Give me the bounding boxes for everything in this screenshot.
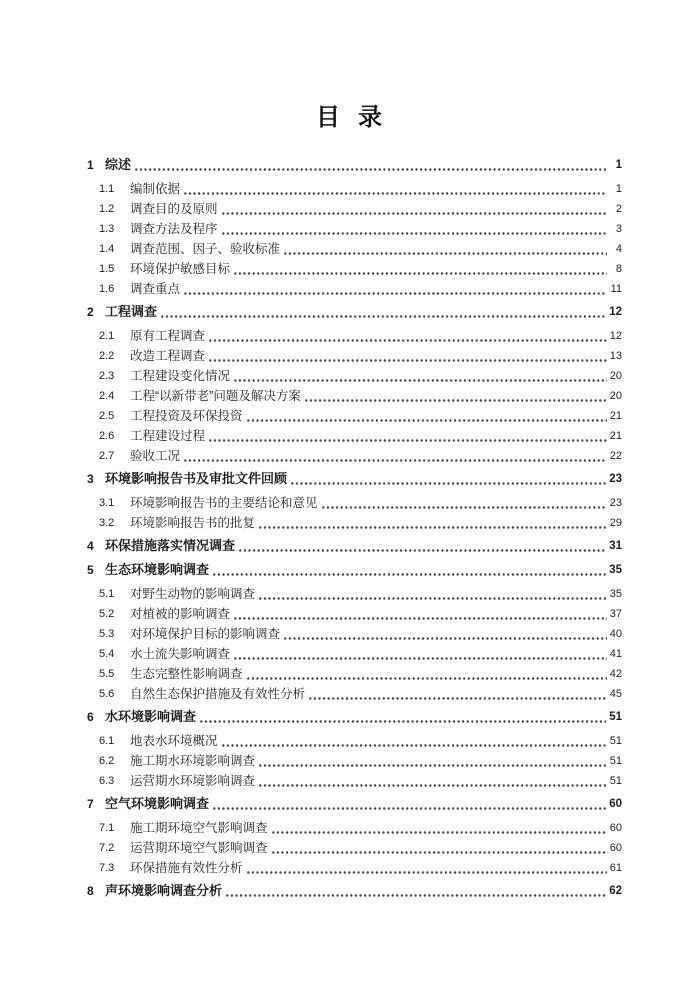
- toc-entry[interactable]: [0, 818, 700, 838]
- toc-entry-number: 6.1: [99, 735, 115, 747]
- toc-entry-page: 51: [609, 775, 622, 787]
- toc-entry-page: 23: [609, 497, 622, 509]
- toc-entry-page: 40: [609, 628, 622, 640]
- toc-entry-page: 29: [609, 517, 622, 529]
- toc-leader-dots: [199, 707, 606, 727]
- toc-entry[interactable]: [0, 219, 700, 239]
- toc-entry-page: 13: [609, 350, 622, 362]
- toc-entry-number: 5.3: [99, 628, 115, 640]
- toc-entry-label: 对环境保护目标的影响调查: [130, 627, 281, 641]
- toc-entry[interactable]: [0, 239, 700, 259]
- toc-entry-page: 21: [609, 410, 622, 422]
- toc-entry-label: 运营期环境空气影响调查: [130, 841, 268, 855]
- toc-entry-page: 62: [609, 885, 622, 897]
- toc-entry-page: 61: [609, 862, 622, 874]
- toc-entry-number: 6.3: [99, 775, 115, 787]
- toc-leader-dots: [212, 794, 606, 814]
- toc-entry[interactable]: [0, 259, 700, 279]
- toc-entry-label: 对植被的影响调查: [130, 607, 231, 621]
- toc-entry-label: 改造工程调查: [130, 349, 206, 363]
- toc-entry[interactable]: [0, 326, 700, 346]
- toc-entry-page: 11: [610, 283, 622, 295]
- toc-entry-number: 7: [87, 797, 94, 811]
- toc-entry[interactable]: [0, 406, 700, 426]
- toc-title: 目 录: [316, 105, 384, 131]
- toc-leader-dots: [221, 219, 607, 239]
- toc-entry-number: 5.1: [99, 588, 115, 600]
- toc-entry-number: 5.6: [99, 688, 115, 700]
- toc-leader-dots: [246, 858, 607, 878]
- toc-leader-dots: [134, 155, 607, 175]
- toc-entry-number: 5.4: [99, 648, 115, 660]
- toc-entry-page: 60: [609, 822, 622, 834]
- toc-entry-label: 编制依据: [130, 182, 181, 196]
- toc-leader-dots: [238, 536, 606, 556]
- toc-entry-label: 施工期环境空气影响调查: [130, 821, 268, 835]
- toc-entry[interactable]: [0, 346, 700, 366]
- toc-entry-number: 1.1: [99, 183, 115, 195]
- toc-entry[interactable]: [0, 604, 700, 624]
- toc-entry-number: 1.5: [99, 263, 115, 275]
- toc-entry-label: 综述: [105, 157, 132, 172]
- toc-leader-dots: [160, 302, 606, 322]
- toc-entry-number: 5.2: [99, 608, 115, 620]
- toc-leader-dots: [271, 838, 607, 858]
- toc-entry-number: 2.6: [99, 430, 115, 442]
- toc-entry[interactable]: [0, 624, 700, 644]
- toc-entry-number: 3: [87, 472, 94, 486]
- toc-entry-label: 运营期水环境影响调查: [130, 774, 256, 788]
- toc-entry[interactable]: [0, 279, 700, 299]
- toc-entry-page: 42: [609, 668, 622, 680]
- toc-entry-page: 41: [609, 648, 622, 660]
- toc-entry[interactable]: [0, 179, 700, 199]
- toc-entry-label: 生态完整性影响调查: [130, 667, 243, 681]
- toc-leader-dots: [221, 731, 607, 751]
- toc-leader-dots: [225, 881, 606, 901]
- toc-entry-label: 施工期水环境影响调查: [130, 754, 256, 768]
- toc-entry-page: 4: [615, 243, 622, 255]
- toc-entry-number: 1.3: [99, 223, 115, 235]
- toc-entry[interactable]: [0, 199, 700, 219]
- toc-leader-dots: [208, 326, 607, 346]
- toc-entry-number: 1: [87, 158, 94, 172]
- toc-entry-number: 6.2: [99, 755, 115, 767]
- toc-leader-dots: [283, 624, 607, 644]
- toc-entry[interactable]: [0, 426, 700, 446]
- toc-entry-label: 水环境影响调查: [105, 709, 197, 724]
- toc-entry-page: 1: [615, 159, 622, 171]
- toc-leader-dots: [183, 279, 607, 299]
- toc-entry-label: 环境保护敏感目标: [130, 262, 231, 276]
- toc-leader-dots: [290, 469, 606, 489]
- toc-entry-number: 5: [87, 563, 94, 577]
- toc-entry-label: 调查目的及原则: [130, 202, 218, 216]
- toc-entry[interactable]: [0, 560, 700, 580]
- toc-entry[interactable]: [0, 536, 700, 556]
- toc-leader-dots: [233, 644, 607, 664]
- toc-entry-page: 51: [609, 711, 622, 723]
- toc-leader-dots: [304, 386, 607, 406]
- toc-entry[interactable]: [0, 302, 700, 322]
- toc-entry-number: 2.7: [99, 450, 115, 462]
- toc-leader-dots: [321, 493, 607, 513]
- toc-list: [0, 155, 700, 901]
- toc-entry-number: 6: [87, 710, 94, 724]
- toc-entry-number: 2.3: [99, 370, 115, 382]
- toc-leader-dots: [183, 179, 607, 199]
- toc-entry[interactable]: [0, 155, 700, 175]
- toc-entry-number: 3.1: [99, 497, 115, 509]
- toc-entry-page: 20: [609, 370, 622, 382]
- toc-entry-page: 12: [609, 330, 622, 342]
- toc-entry-page: 1: [615, 183, 622, 195]
- toc-entry[interactable]: [0, 664, 700, 684]
- toc-entry-label: 验收工况: [130, 449, 181, 463]
- toc-entry-number: 2.2: [99, 350, 115, 362]
- toc-entry-number: 1.2: [99, 203, 115, 215]
- toc-entry-page: 23: [609, 473, 622, 485]
- toc-entry[interactable]: [0, 794, 700, 814]
- toc-entry-label: 地表水环境概况: [130, 734, 218, 748]
- toc-entry[interactable]: [0, 858, 700, 878]
- toc-entry-number: 7.2: [99, 842, 115, 854]
- toc-entry-label: 对野生动物的影响调查: [130, 587, 256, 601]
- toc-leader-dots: [221, 199, 607, 219]
- toc-entry-number: 1.6: [99, 283, 115, 295]
- toc-entry-page: 2: [615, 203, 622, 215]
- toc-leader-dots: [271, 818, 607, 838]
- toc-leader-dots: [233, 604, 607, 624]
- toc-entry-page: 12: [609, 306, 622, 318]
- toc-entry-label: 调查方法及程序: [130, 222, 218, 236]
- toc-entry-label: 声环境影响调查分析: [105, 883, 223, 898]
- toc-entry-label: 环保措施有效性分析: [130, 861, 243, 875]
- toc-leader-dots: [283, 239, 607, 259]
- toc-entry-label: 环保措施落实情况调查: [105, 538, 236, 553]
- toc-entry-page: 51: [609, 735, 622, 747]
- toc-entry[interactable]: [0, 446, 700, 466]
- toc-leader-dots: [233, 259, 607, 279]
- toc-entry-page: 8: [615, 263, 622, 275]
- toc-entry-label: 工程“以新带老”问题及解决方案: [130, 389, 301, 403]
- toc-leader-dots: [183, 446, 607, 466]
- toc-entry-label: 环境影响报告书及审批文件回顾: [105, 471, 288, 486]
- toc-leader-dots: [308, 684, 607, 704]
- toc-entry[interactable]: [0, 881, 700, 901]
- toc-entry[interactable]: [0, 493, 700, 513]
- toc-entry-page: 35: [609, 564, 622, 576]
- toc-entry-label: 工程建设过程: [130, 429, 206, 443]
- toc-leader-dots: [258, 513, 607, 533]
- toc-leader-dots: [258, 751, 607, 771]
- toc-entry-label: 调查范围、因子、验收标准: [130, 242, 281, 256]
- toc-entry[interactable]: [0, 707, 700, 727]
- toc-entry-number: 1.4: [99, 243, 115, 255]
- toc-entry[interactable]: [0, 469, 700, 489]
- toc-entry[interactable]: [0, 731, 700, 751]
- toc-entry-number: 7.3: [99, 862, 115, 874]
- toc-entry[interactable]: [0, 513, 700, 533]
- toc-entry-number: 2.4: [99, 390, 115, 402]
- toc-entry-label: 环境影响报告书的批复: [130, 516, 256, 530]
- toc-entry-label: 调查重点: [130, 282, 181, 296]
- toc-entry-label: 工程建设变化情况: [130, 369, 231, 383]
- toc-entry-page: 3: [615, 223, 622, 235]
- toc-leader-dots: [246, 664, 607, 684]
- toc-entry[interactable]: [0, 838, 700, 858]
- toc-entry[interactable]: [0, 751, 700, 771]
- toc-entry-number: 4: [87, 539, 94, 553]
- toc-leader-dots: [258, 771, 607, 791]
- toc-entry-page: 35: [609, 588, 622, 600]
- toc-leader-dots: [233, 366, 607, 386]
- toc-entry-number: 7.1: [99, 822, 115, 834]
- toc-entry-number: 2.1: [99, 330, 115, 342]
- toc-entry-number: 2.5: [99, 410, 115, 422]
- toc-entry-page: 21: [609, 430, 622, 442]
- toc-entry-page: 31: [609, 540, 622, 552]
- toc-entry-number: 3.2: [99, 517, 115, 529]
- toc-entry-page: 60: [609, 842, 622, 854]
- toc-leader-dots: [208, 346, 607, 366]
- toc-entry[interactable]: [0, 366, 700, 386]
- toc-entry-label: 生态环境影响调查: [105, 562, 210, 577]
- toc-entry-label: 自然生态保护措施及有效性分析: [130, 687, 306, 701]
- toc-leader-dots: [208, 426, 607, 446]
- toc-entry-label: 水土流失影响调查: [130, 647, 231, 661]
- toc-entry-label: 空气环境影响调查: [105, 796, 210, 811]
- toc-leader-dots: [258, 584, 607, 604]
- toc-entry-page: 37: [609, 608, 622, 620]
- toc-entry-number: 5.5: [99, 668, 115, 680]
- toc-entry-page: 22: [609, 450, 622, 462]
- toc-entry-page: 60: [609, 798, 622, 810]
- toc-entry-number: 8: [87, 884, 94, 898]
- toc-entry-label: 原有工程调查: [130, 329, 206, 343]
- toc-leader-dots: [212, 560, 606, 580]
- toc-entry[interactable]: [0, 386, 700, 406]
- toc-entry[interactable]: [0, 584, 700, 604]
- toc-entry[interactable]: [0, 771, 700, 791]
- toc-entry-page: 45: [609, 688, 622, 700]
- toc-entry-label: 工程调查: [105, 304, 158, 319]
- toc-entry[interactable]: [0, 644, 700, 664]
- toc-entry[interactable]: [0, 684, 700, 704]
- toc-entry-page: 51: [609, 755, 622, 767]
- toc-entry-label: 环境影响报告书的主要结论和意见: [130, 496, 318, 510]
- toc-leader-dots: [246, 406, 607, 426]
- toc-entry-label: 工程投资及环保投资: [130, 409, 243, 423]
- toc-entry-page: 20: [609, 390, 622, 402]
- toc-entry-number: 2: [87, 305, 94, 319]
